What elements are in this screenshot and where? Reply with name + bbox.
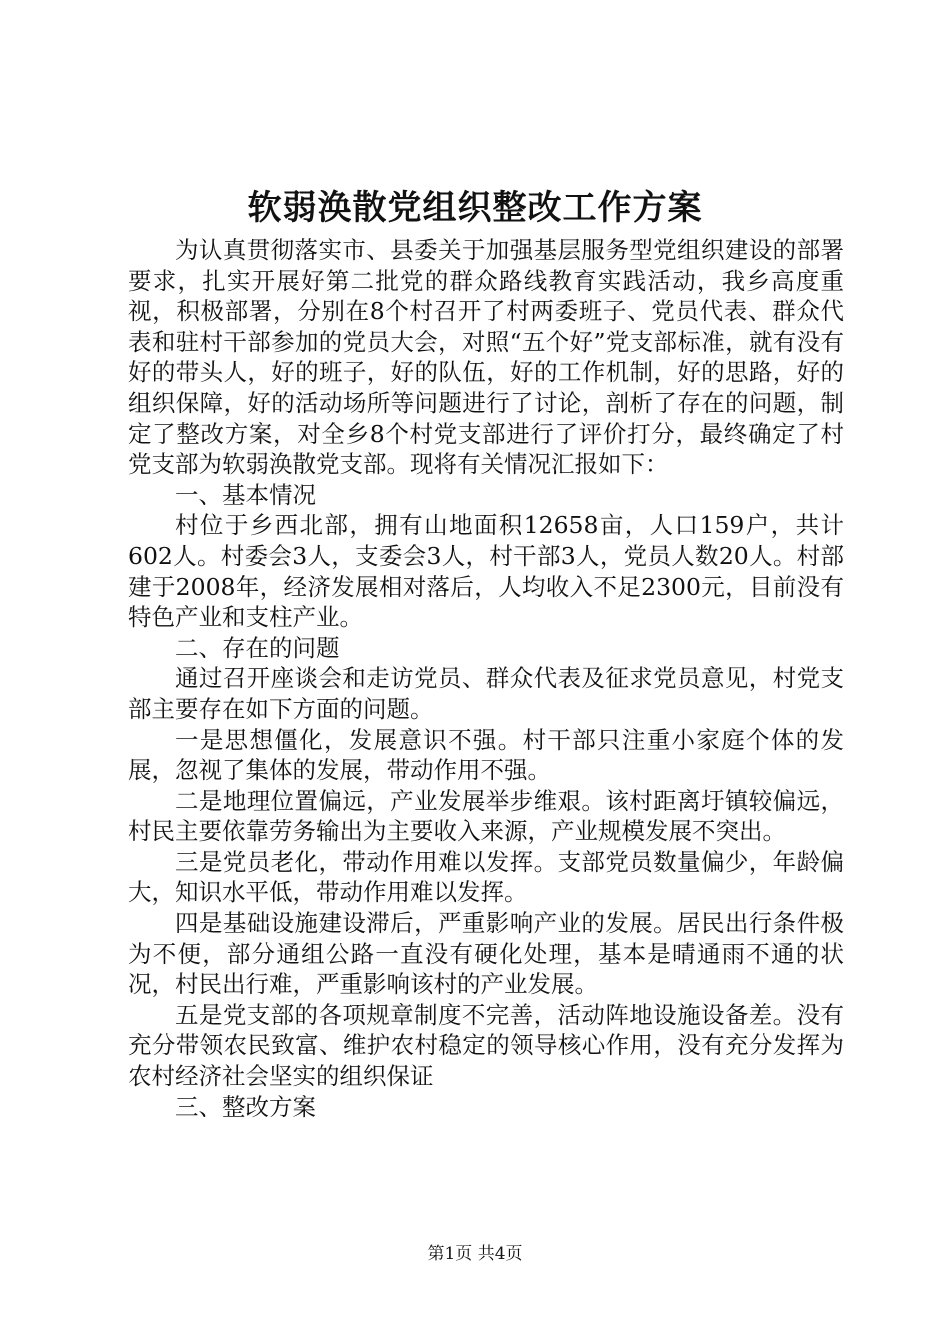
- paragraph-basic-info: 村位于乡西北部，拥有山地面积12658亩，人口159户，共计602人。村委会3人，支委会3人，村干部3人，党员人数20人。村部建于2008年，经济发展相对落后，人均收入不足2300元，目前没有特色产业和支柱产业。: [128, 511, 844, 632]
- paragraph-problem-3: 三是党员老化，带动作用难以发挥。支部党员数量偏少，年龄偏大，知识水平低，带动作用难以发挥。: [128, 847, 844, 907]
- section-heading-basic-info: 一、基本情况: [175, 480, 316, 509]
- document-title: 软弱涣散党组织整改工作方案: [247, 188, 703, 228]
- paragraph-problem-2: 二是地理位置偏远，产业发展举步维艰。该村距离圩镇较偏远，村民主要依靠劳务输出为主要收入来源，产业规模发展不突出。: [128, 786, 844, 846]
- paragraph-problem-1: 一是思想僵化，发展意识不强。村干部只注重小家庭个体的发展，忽视了集体的发展，带动作用不强。: [128, 725, 844, 785]
- page-footer: 第1页 共4页: [427, 1244, 523, 1264]
- section-heading-rectification: 三、整改方案: [175, 1092, 316, 1121]
- section-heading-problems: 二、存在的问题: [175, 633, 340, 662]
- document-body: [128, 235, 844, 1122]
- paragraph-intro: 为认真贯彻落实市、县委关于加强基层服务型党组织建设的部署要求，扎实开展好第二批党的群众路线教育实践活动，我乡高度重视，积极部署，分别在8个村召开了村两委班子、党员代表、群众代表和驻村干部参加的党员大会，对照“五个好”党支部标准，就有没有好的带头人，好的班子，好的队伍，好的工作机制，好的思路，好的组织保障，好的活动场所等问题进行了讨论，剖析了存在的问题，制定了整改方案，对全乡8个村党支部进行了评价打分，最终确定了村党支部为软弱涣散党支部。现将有关情况汇报如下：: [128, 236, 844, 479]
- paragraph-problem-4: 四是基础设施建设滞后，严重影响产业的发展。居民出行条件极为不便，部分通组公路一直没有硬化处理，基本是晴通雨不通的状况，村民出行难，严重影响该村的产业发展。: [128, 909, 844, 999]
- paragraph-problem-5: 五是党支部的各项规章制度不完善，活动阵地设施设备差。没有充分带领农民致富、维护农村稳定的领导核心作用，没有充分发挥为农村经济社会坚实的组织保证: [128, 1000, 844, 1091]
- paragraph-problems-intro: 通过召开座谈会和走访党员、群众代表及征求党员意见，村党支部主要存在如下方面的问题。: [128, 664, 844, 723]
